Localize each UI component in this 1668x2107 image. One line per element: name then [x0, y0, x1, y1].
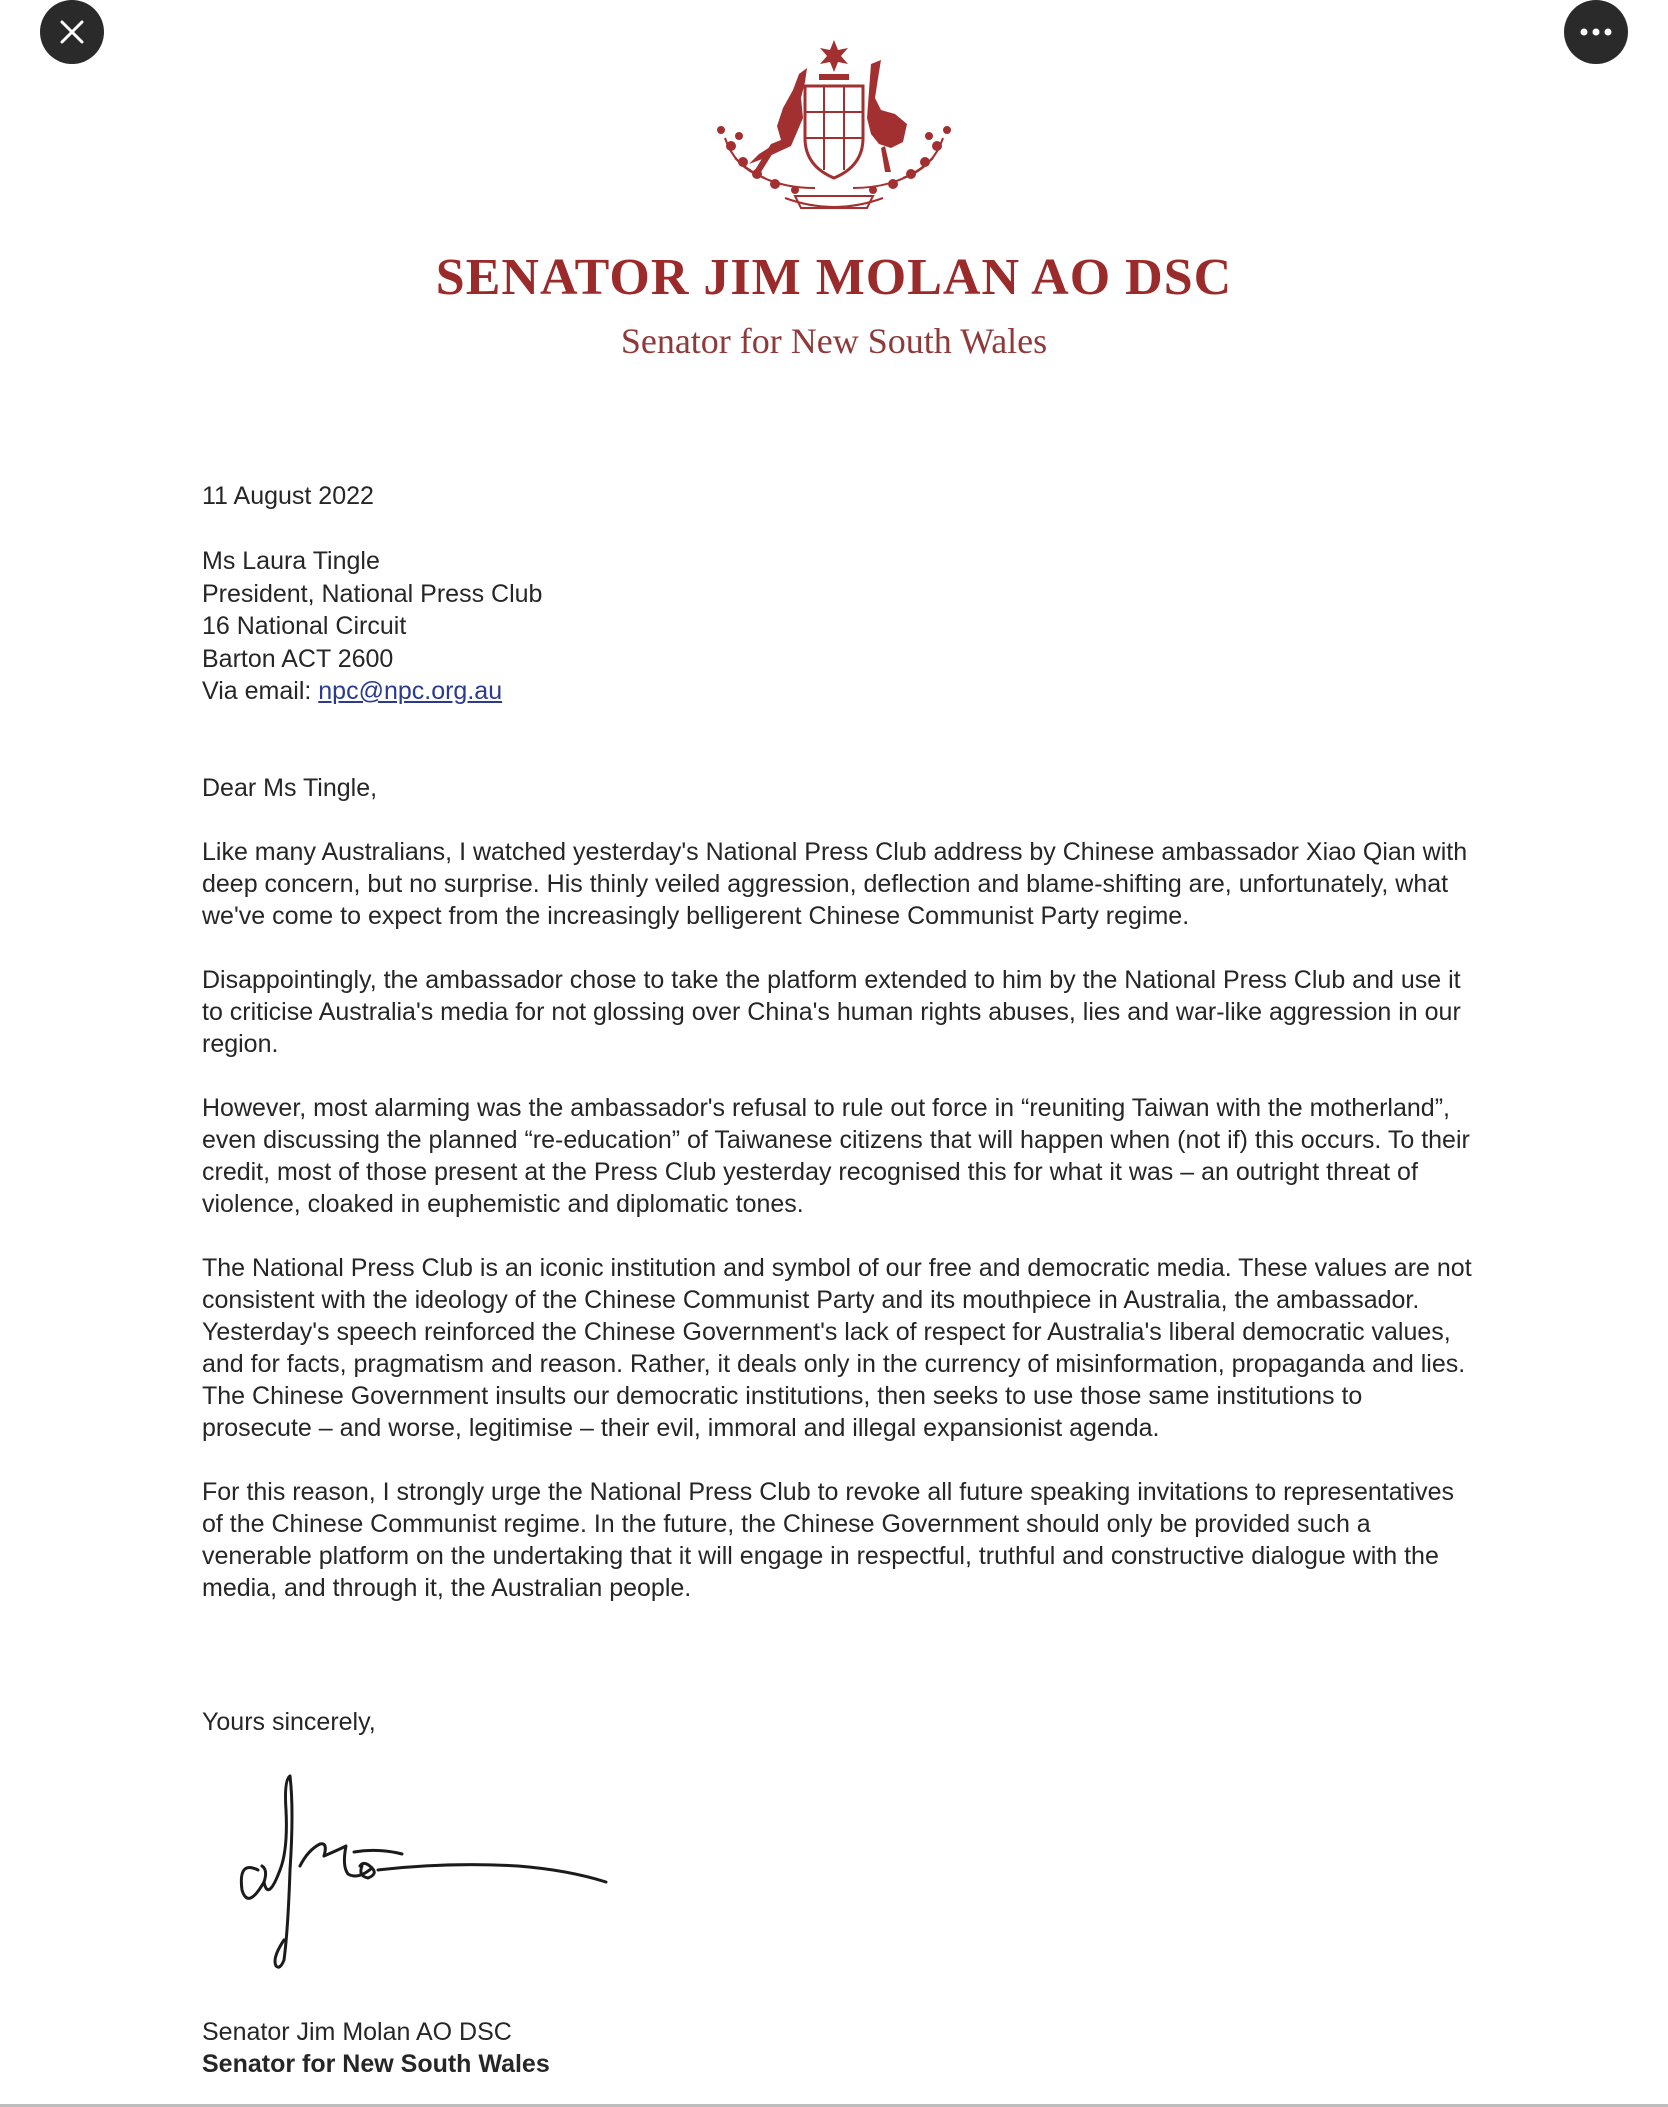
- recipient-street: 16 National Circuit: [202, 612, 407, 640]
- recipient-position: President, National Press Club: [202, 579, 543, 608]
- more-horizontal-icon: [1580, 28, 1612, 36]
- body-paragraph: However, most alarming was the ambassador's refusal to rule out force in “reuniting Taiwan with the motherland”, even discussing the planned “re-education” of Taiwanese citizens that will happen when (not if) this occurs. To their credit, most of those present at the Press Club yesterday recognised this for what it was – an outright threat of violence, cloaked in euphemistic and diplomatic tones.: [202, 1094, 1470, 1218]
- recipient-city: Barton ACT 2600: [202, 644, 394, 673]
- letterhead-name: SENATOR JIM MOLAN AO DSC: [435, 249, 1233, 306]
- email-link[interactable]: npc@npc.org.au: [318, 677, 503, 705]
- body-paragraph: Like many Australians, I watched yesterday's National Press Club address by Chinese ambassador Xiao Qian with deep concern, but no surprise. His thinly veiled aggression, deflection and blame-shifting are, unfortunately, what we've come to expect from the increasingly belligerent Chinese Communist Party regime.: [202, 838, 1468, 930]
- letter-body: [202, 836, 1472, 1636]
- signoff-name: Senator Jim Molan AO DSC: [202, 2018, 512, 2046]
- recipient-email-line: [202, 675, 1472, 708]
- body-paragraph: The National Press Club is an iconic institution and symbol of our free and democratic media. These values are not consistent with the ideology of the Chinese Communist Party and its mouthpiece in Australia, the ambassador. Yesterday's speech reinforced the Chinese Government's lack of respect for Australia's liberal democratic values, and for facts, pragmatism and reason. Rather, it deals only in the currency of misinformation, propaganda and lies. The Chinese Government insults our democratic institutions, then seeks to use those same institutions to prosecute – and worse, legitimise – their evil, immoral and illegal expansionist agenda.: [202, 1254, 1472, 1442]
- signoff-block: [202, 2016, 1472, 2080]
- signoff-title: Senator for New South Wales: [202, 2050, 550, 2078]
- more-options-button[interactable]: [1564, 0, 1628, 64]
- recipient-address: [202, 545, 1472, 708]
- letterhead-title: Senator for New South Wales: [620, 321, 1048, 361]
- close-icon: [58, 18, 86, 46]
- recipient-name: Ms Laura Tingle: [202, 547, 380, 575]
- body-paragraph: For this reason, I strongly urge the National Press Club to revoke all future speaking invitations to representatives of the Chinese Communist regime. In the future, the Chinese Government should only be provided such a venerable platform on the undertaking that it will engage in respectful, truthful and constructive dialogue with the media, and through it, the Australian people.: [202, 1478, 1455, 1602]
- handwritten-signature: [228, 1770, 648, 1980]
- close-button[interactable]: [40, 0, 104, 64]
- salutation: Dear Ms Tingle,: [202, 774, 378, 802]
- closing: Yours sincerely,: [202, 1708, 376, 1736]
- email-prefix: Via email:: [202, 677, 319, 705]
- body-paragraph: Disappointingly, the ambassador chose to take the platform extended to him by the National Press Club and use it to criticise Australia's media for not glossing over China's human rights abuses, lies and war-like aggression in our region.: [202, 966, 1461, 1058]
- coat-of-arms-emblem: [695, 38, 973, 218]
- letter-date: 11 August 2022: [202, 482, 374, 510]
